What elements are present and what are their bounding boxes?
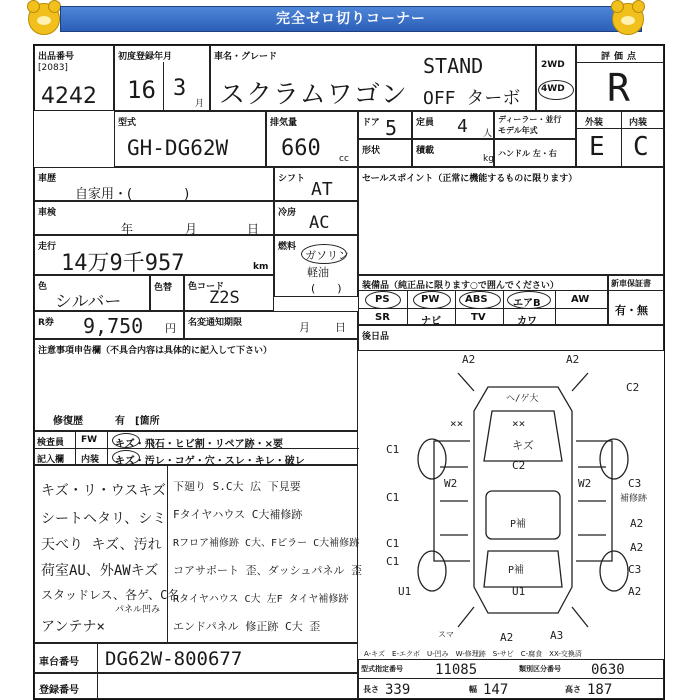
equip-ps: PS <box>375 294 390 305</box>
color-code-cell <box>184 275 274 311</box>
fuel-cell <box>274 235 358 297</box>
sales-point-label: セールスポイント（正常に機能するものに限ります） <box>362 174 578 184</box>
note-left-6: アンテナ× <box>41 619 105 635</box>
equip-leather: カワ <box>517 316 537 327</box>
equip-airbag: エアB <box>513 298 541 309</box>
class-value: 0630 <box>591 662 625 678</box>
cert-label: 型式指定番号 <box>361 665 403 673</box>
name-change-label: 名変通知期限 <box>188 318 243 328</box>
color-cell <box>34 275 150 311</box>
height-value: 187 <box>587 682 613 698</box>
ext-int-cell <box>576 111 664 167</box>
handle-cell <box>494 139 576 167</box>
auction-sheet <box>33 44 665 700</box>
capacity-value: 4 <box>457 116 468 137</box>
notes-handwritten-area <box>34 465 363 643</box>
equip-pw-circle <box>413 291 451 309</box>
warranty-label: 新車保証書 <box>611 279 651 288</box>
equip-abs-circle <box>459 291 501 309</box>
chassis-label: 車台番号 <box>39 657 79 668</box>
length-value: 339 <box>385 682 411 698</box>
dmg-mark: A2 <box>630 517 644 530</box>
dmg-mark: C3 <box>628 477 642 490</box>
name-change-month: 月 <box>299 321 310 334</box>
inspection-month-label: 月 <box>185 222 198 236</box>
tire-rear-right <box>600 551 628 591</box>
grade-line2: OFF ターボ <box>423 88 521 109</box>
shape-label: 形状 <box>362 146 381 156</box>
chassis-value: DG62W-800677 <box>105 648 243 670</box>
shape-cell <box>358 139 412 167</box>
shift-value: AT <box>311 179 333 200</box>
cert-value: 11085 <box>435 662 478 678</box>
dmg-mark: キズ <box>512 439 534 452</box>
displacement-value: 660 <box>281 136 321 161</box>
name-change-day: 日 <box>335 321 346 334</box>
dmg-mark: P補 <box>510 519 527 530</box>
mileage-cell <box>34 235 274 275</box>
rating-cell <box>576 45 664 111</box>
katashiki-value: GH-DG62W <box>127 136 229 160</box>
dmg-mark: W2 <box>444 477 458 490</box>
note-right-6: エンドパネル 修正跡 C大 歪 <box>173 620 321 633</box>
drive-cell <box>536 45 576 111</box>
dmg-mark: 補修跡 <box>620 494 648 504</box>
model-name-label: 車名・グレード <box>214 52 278 62</box>
dmg-mark: ×× <box>450 417 464 430</box>
doors-label: ドア <box>362 118 380 128</box>
katashiki-cell <box>114 111 266 167</box>
model-name-value: スクラムワゴン <box>219 80 408 110</box>
check-cell <box>34 431 358 465</box>
registration-month-unit: 月 <box>195 99 205 109</box>
exterior-grade: E <box>589 132 605 162</box>
dmg-mark: A2 <box>500 631 514 644</box>
rating-label: 評価点 <box>601 52 641 62</box>
mileage-unit: km <box>253 262 269 272</box>
equip-airbag-circle <box>507 291 551 309</box>
interior-label: 内装 <box>629 118 648 128</box>
recorder-label: 記入欄 <box>37 455 65 465</box>
note-left-3: 天べり キズ、汚れ <box>41 537 162 553</box>
shift-cell <box>274 167 358 201</box>
note-left-4: 荷室AU、外AWキズ <box>41 563 159 579</box>
dmg-mark: W2 <box>578 477 592 490</box>
grade-line1: STAND <box>423 54 484 78</box>
tire-front-left <box>418 439 446 479</box>
note-right-3: Rフロア補修跡 C大、Fピラー C大補修跡 <box>173 538 360 549</box>
color-value: シルバー <box>55 292 122 312</box>
damage-legend: A-キズ E-エクボ U-凹み W-修理跡 S-サビ C-腐食 XX-交換済 <box>364 650 582 658</box>
lot-label: 出品番号 <box>38 52 75 62</box>
tire-rear-left <box>418 551 446 591</box>
fuel-other: ( ) <box>311 282 342 295</box>
length-label: 長さ <box>363 685 379 694</box>
load-label: 積載 <box>416 146 435 156</box>
aircon-label: 冷房 <box>278 208 297 218</box>
lot-cell <box>34 45 114 111</box>
dmg-mark: C1 <box>386 491 400 504</box>
handle-label: ハンドル 左・右 <box>498 149 557 158</box>
warranty-cell <box>608 275 664 325</box>
aircon-value: AC <box>309 213 330 233</box>
doors-value: 5 <box>385 116 398 140</box>
interior-grade: C <box>633 132 649 162</box>
drive-2wd: 2WD <box>541 60 565 70</box>
inspection-cell <box>34 201 274 235</box>
note-right-4: コアサポート 歪、ダッシュパネル 歪 <box>173 564 363 577</box>
mileage-label: 走行 <box>38 242 57 252</box>
equip-abs: ABS <box>465 294 488 305</box>
aircon-cell <box>274 201 358 235</box>
dmg-mark: A2 <box>462 353 476 366</box>
dmg-mark: A2 <box>628 585 642 598</box>
dmg-mark: A2 <box>630 541 644 554</box>
dmg-mark: C2 <box>512 459 526 472</box>
inspection-year-label: 年 <box>121 222 134 236</box>
equipment-label: 装備品（純正品に限ります○で囲んでください） <box>362 281 559 291</box>
name-change-cell <box>184 311 358 339</box>
width-value: 147 <box>483 682 509 698</box>
after-items-label: 後日品 <box>362 332 390 342</box>
history-value: 自家用・( ) <box>75 187 190 202</box>
mascot-bear-icon <box>28 3 60 35</box>
damage-diagram <box>358 351 664 649</box>
dmg-mark: C2 <box>626 381 640 394</box>
doors-cell <box>358 111 412 139</box>
check-line1: キズ・飛石・ヒビ割・リペア跡・×要 <box>115 439 283 450</box>
displacement-cell <box>266 111 358 167</box>
banner-title: 完全ゼロ切りコーナー <box>60 6 642 32</box>
rating-value: R <box>607 66 630 110</box>
exterior-label: 外装 <box>585 118 604 128</box>
capacity-label: 定員 <box>416 118 435 128</box>
recycle-unit: 円 <box>165 322 176 335</box>
check-interior: 内装 <box>81 455 100 465</box>
recycle-value: 9,750 <box>83 314 144 338</box>
fuel-gasoline: ガソリン <box>305 249 349 262</box>
equip-ps-circle <box>365 291 401 309</box>
dmg-mark: C1 <box>386 443 400 456</box>
roof-panel <box>486 491 560 539</box>
dmg-mark: U1 <box>398 585 412 598</box>
fuel-diesel: 軽油 <box>307 266 329 279</box>
katashiki-label: 型式 <box>118 118 137 128</box>
height-label: 高さ <box>565 685 581 694</box>
color-code-label: 色コード <box>188 282 225 292</box>
recycle-cell <box>34 311 184 339</box>
header-banner <box>0 0 700 36</box>
registration-year: 16 <box>127 76 156 104</box>
class-label: 類別区分番号 <box>519 665 561 673</box>
registration-label: 初度登録年月 <box>118 52 173 62</box>
model-year-label: モデル年式 <box>498 126 538 135</box>
dmg-mark: ×× <box>512 417 526 430</box>
mileage-value: 14万9千957 <box>61 251 185 276</box>
inspector-label: 検査員 <box>37 438 65 448</box>
load-cell <box>412 139 494 167</box>
reg-number-label: 登録番号 <box>39 685 79 696</box>
notes-cell <box>34 339 358 431</box>
equipment-cell <box>358 275 608 325</box>
repair-value: 有 <box>115 416 125 427</box>
recycle-label: R券 <box>38 318 54 328</box>
registration-month: 3 <box>173 76 187 101</box>
width-label: 幅 <box>469 685 477 694</box>
registration-number-cell <box>34 673 358 699</box>
note-left-sub: パネル凹み <box>115 605 161 615</box>
tire-front-right <box>600 439 628 479</box>
specs-cell <box>358 659 664 699</box>
note-left-2: シートヘタリ、シミ <box>41 511 167 527</box>
inspection-label: 車検 <box>38 208 57 218</box>
dmg-mark: A2 <box>566 353 580 366</box>
note-right-2: Fタイヤハウス C大補修跡 <box>173 508 303 521</box>
equip-navi: ナビ <box>421 316 441 327</box>
displacement-label: 排気量 <box>270 118 298 128</box>
drive-4wd: 4WD <box>541 84 565 94</box>
history-label: 車歴 <box>38 174 57 184</box>
dmg-mark: ヘ/ゲ大 <box>506 394 539 404</box>
chassis-cell <box>34 643 358 673</box>
dmg-mark: C1 <box>386 555 400 568</box>
dmg-mark: スマ <box>438 630 454 639</box>
after-items-cell <box>358 325 664 351</box>
model-name-cell <box>210 45 536 111</box>
equip-sr: SR <box>375 312 390 323</box>
shift-label: シフト <box>278 174 306 184</box>
note-left-5: スタッドレス、各ゲ、C名 <box>41 588 180 602</box>
lot-number: 4242 <box>41 84 97 109</box>
note-right-5: Rタイヤハウス C大 左F タイヤ補修跡 <box>173 594 349 605</box>
color-change-label: 色替 <box>154 283 173 293</box>
repair-label: 修復歴 <box>53 416 83 427</box>
mascot-bear-icon <box>612 3 644 35</box>
check-line2: キズ・汚レ・コゲ・穴・スレ・キレ・破レ <box>115 456 305 467</box>
load-unit: kg <box>483 154 494 164</box>
color-change-cell <box>150 275 184 311</box>
inspection-day-label: 日 <box>247 222 260 236</box>
fuel-label: 燃料 <box>278 242 297 252</box>
capacity-cell <box>412 111 494 139</box>
check-fw: FW <box>81 435 98 445</box>
note-left-1: キズ・リ・ウスキズ <box>41 483 167 499</box>
warranty-value: 有・無 <box>615 304 648 317</box>
color-code-value: Z2S <box>209 288 240 308</box>
dmg-mark: C1 <box>386 537 400 550</box>
lot-sub: [2083] <box>38 63 68 73</box>
dmg-mark: P補 <box>508 565 525 576</box>
notes-label: 注意事項申告欄（不具合内容は具体的に記入して下さい） <box>38 346 273 356</box>
displacement-unit: cc <box>339 154 349 164</box>
dmg-mark: U1 <box>512 585 526 598</box>
equip-pw: PW <box>421 294 440 305</box>
sales-point-cell <box>358 167 664 275</box>
equip-tv: TV <box>471 312 486 323</box>
note-right-1: 下廻り S.C大 広 下見要 <box>173 480 301 493</box>
color-label: 色 <box>38 282 48 292</box>
dealer-label: ディーラー・並行 <box>498 115 562 124</box>
registration-cell <box>114 45 210 111</box>
dmg-mark: C3 <box>628 563 642 576</box>
dmg-mark: A3 <box>550 629 564 642</box>
dealer-cell <box>494 111 576 139</box>
history-cell <box>34 167 274 201</box>
drive-circle <box>538 80 574 100</box>
equip-aw: AW <box>571 294 590 305</box>
repair-place: [箇所 <box>135 416 160 427</box>
capacity-unit: 人 <box>483 129 493 139</box>
